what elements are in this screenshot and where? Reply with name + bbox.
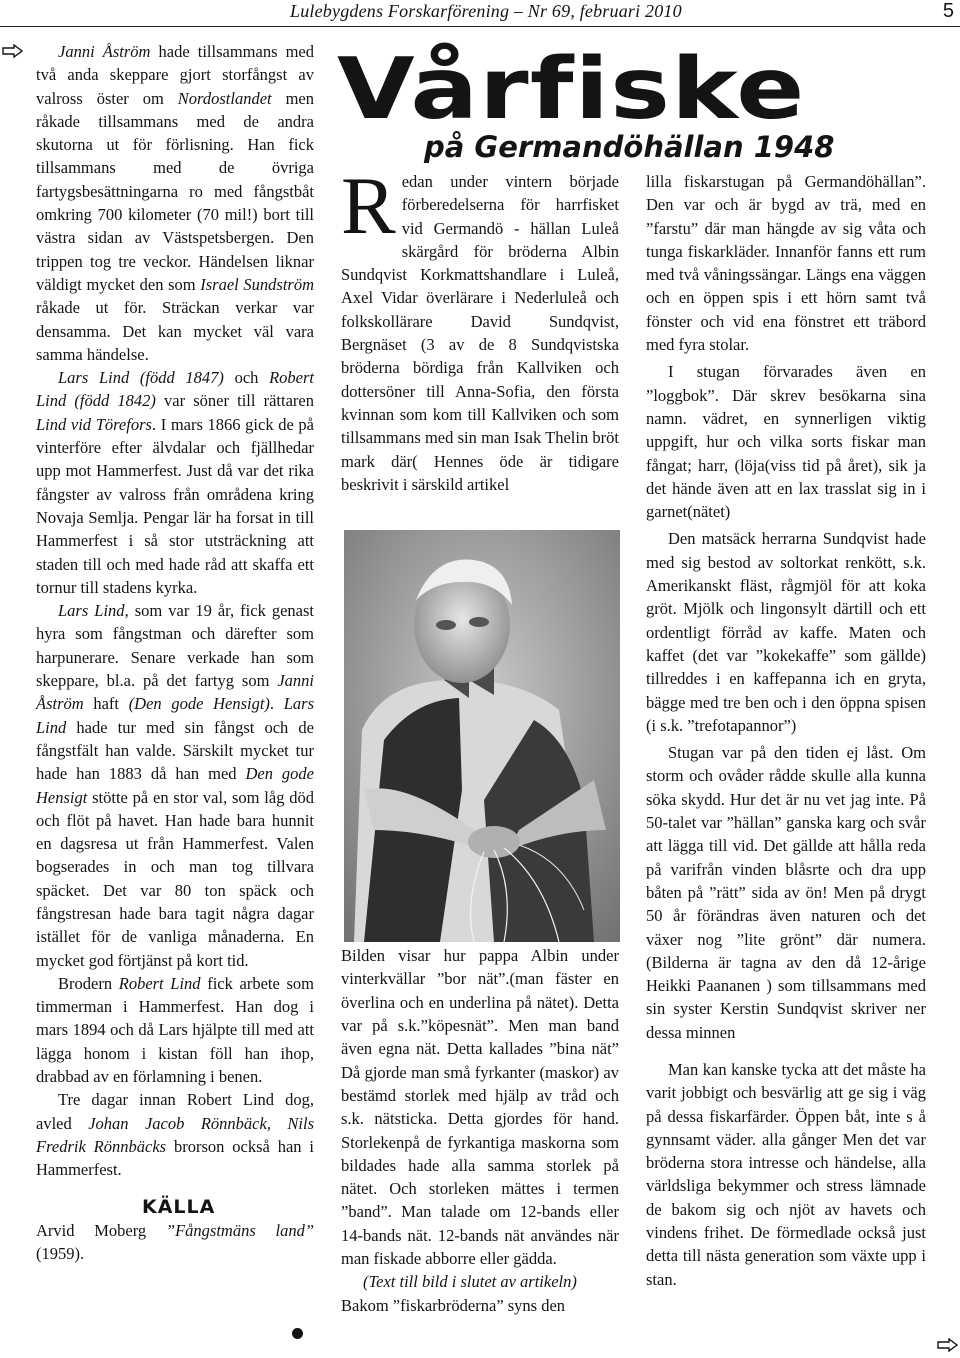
col2-intro: Redan under vintern började förberedelserna för harrfisket vid Germandö - hällan Luleå skärgård för bröderna Albin Sundqvist Korkmattshandlare i Luleå, Axel Vidar överlärare i Nederluleå och folkskollärare David Sundqvist, Bergnäset (3 av de 8 Sundqvistska bröderna bördiga från Kallviken och dottersöner till Anna-Sofia, den första kvinnan som kom till Kallviken och som tillsammans med sin man Isak Thelin bröt mark där( Hennes öde är tidigare beskrivit i särskild artikel	[341, 160, 619, 494]
col1-paragraph-2: Lars Lind (född 1847) och Robert Lind (född 1842) var söner till rättaren Lind vid Törefors. I mars 1866 gick de på vinterföre efter älvdalar och fjällhedar upp mot Hammerfest. Just då var det rika fångster av valross från områdena kring Novaja Semlja. Pengar lär ha forsat in till Hammerfest i så stor utsträckning att staden till och med hade råd att skaffa ett tornur till stadens kyrka.	[36, 368, 315, 597]
col3-paragraph-5: Man kan kanske tycka att det måste ha varit jobbigt och besvärlig att ge sig i väg på dessa fiskarfärder. Öppen båt, inte s å gynnsamt väder. alla gånger Men det var bröderna stora intresse och händelse, alla världsliga bekymmer och stress lämnade de bakom sig och njöt av havets och vindens frihet. De förmedlade också just detta till nästa generation som växte upp i stan.	[646, 1059, 926, 1289]
col1-paragraph-4: Brodern Robert Lind fick arbete som timmerman i Hammerfest. Han dog i mars 1894 och då Lars hjälpte till med att lägga honom i kistan föll han ihop, drabbad av en förlamning i benen.	[36, 973, 314, 1087]
column-1	[36, 40, 314, 1265]
continues-arrow-icon	[937, 1338, 959, 1352]
source-heading: KÄLLA	[142, 1195, 216, 1218]
col1-paragraph-1: Janni Åström hade tillsammans med två anda skeppare gjort storfångst av valross öster om Nordostlandet men råkade tillsammans med de andra skutorna ut för förlisning. Han fick tillsammans med de övriga fartygsbesättningarna ro med fångstbåt omkring 700 kilometer (70 mil!) bort till västra sidan av Västspetsbergen. Den trippen tog tre veckor. Händelsen liknar väldigt mycket den som Israel Sundström råkade ut för. Sträckan verkar var densamma. Det kan mycket väl vara samma händelse.	[36, 42, 314, 364]
continued-arrow-icon	[2, 44, 24, 58]
article-end-mark	[292, 1328, 303, 1339]
photo-caption: Bilden visar hur pappa Albin under vinterkvällar ”bor nät”.(man fäster en överlina och en underlina på nätet). Detta var på s.k.”köpesnät”. Men man band även egna nät. Detta kallades ”bina nät” Då gjorde man små fyrkanter (maskor) av bestämd storlek med hjälp av tråd och s.k. nätsticka. Detta gjordes för hand. Storlekenpå de fyrkantiga maskorna som bildades hade alla samma storlek på nätet. Och storleken mättes i termen ”band”. Man talade om 12-bands eller 14-bands nät. 12-bands nät användes när man fiskade abborre eller gädda.	[341, 946, 619, 1269]
source-citation: Arvid Moberg ”Fångstmäns land” (1959).	[36, 1220, 314, 1264]
col3-paragraph-4: Stugan var på den tiden ej låst. Om storm och ovåder rådde skulle alla kunna söka skydd. Hur det är nu vet jag inte. På 50-talet var ”hällan” ganska karg och svår att lägga till vid. Det gällde att hålla reda på varifrån vinden blåsrte och dra upp båten på ”rätt” sida av ön! Men på drygt 50 år förändras även naturen och det växer nog ”lite grönt” där numera. (Bilderna är tagna av den då 12-årige Heikki Paananen ) som tillsammans med sin syster Kerstin Sundqvist skriver ner dessa minnen	[646, 743, 926, 1042]
col1-paragraph-5: Tre dagar innan Robert Lind dog, avled Johan Jacob Rönnbäck, Nils Fredrik Rönnbäcks brorson också han i Hammerfest.	[36, 1090, 315, 1180]
header-rule	[0, 26, 960, 27]
drop-cap: R	[341, 160, 396, 251]
page-number: 5	[942, 0, 954, 22]
page-header	[0, 0, 960, 26]
col2-closing-line: Bakom ”fiskarbröderna” syns den	[341, 1295, 566, 1315]
publication-line: Lulebygdens Forskarförening – Nr 69, februari 2010	[290, 1, 682, 21]
col3-paragraph-3: Den matsäck herrarna Sundqvist hade med sig bestod av soltorkat renkött, s.k. Amerikanskt fläst, rågmjöl för att koka gröt. Mjölk och lingonsylt därtill och ett ordentligt förråd av kaffe. Maten och kaffet (det var ”kokekaffe” som gällde) tillreddes i en kaffepanna ich en gryta, bägge med tre ben och i den öppna spisen (i s.k. ”trefotapannor”)	[646, 529, 926, 735]
article-subtitle: på Germandöhällan 1948	[424, 130, 835, 164]
col3-paragraph-1: lilla fiskarstugan på Germandöhällan”. Den var och är bygd av trä, med en ”farstu” där man hängde av sig våta och tunga fiskarkläder. Innanför fanns ett rum med två våningssängar. Längs ena väggen och en öppen spis i ett hörn samt två fönster och vid ena fönstret ett träbord med fyra stolar.	[646, 172, 926, 355]
photo-man-tying-fishing-net	[344, 530, 620, 942]
caption-note: (Text till bild i slutet av artikeln)	[363, 1272, 577, 1292]
column-3	[646, 170, 926, 1291]
article-title: Vårfiske	[337, 40, 806, 139]
col3-paragraph-2: I stugan förvarades även en ”loggbok”. Där skrev besökarna sina namn. vädret, en synnerligen viktig uppgift, hur och vilka sorts fiskar man fångat; harr, (löja(viss tid på året), sik ja det hände även att en lax trasslat sig in i garnet(nätet)	[646, 362, 926, 522]
col1-paragraph-3: Lars Lind, som var 19 år, fick genast hyra som fångstman och därefter som harpunerare. Senare verkade han som skeppare, bl.a. på det fartyg som Janni Åström haft (Den gode Hensigt). Lars Lind hade tur med sin fångst och de fångstfält han valde. Särskilt mycket tur hade han 1883 då han med Den gode Hensigt stötte på en stor val, som låg död och flöt på havet. Han hade bara hunnit en dagsresa ut från Hammerfest. Valen bogserades in och man tog tillvara späcket. Det var 80 ton späck och fångstresan hade bara tagit några dagar istället för de vanliga månaderna. En mycket god förtjänst på kort tid.	[36, 601, 315, 970]
